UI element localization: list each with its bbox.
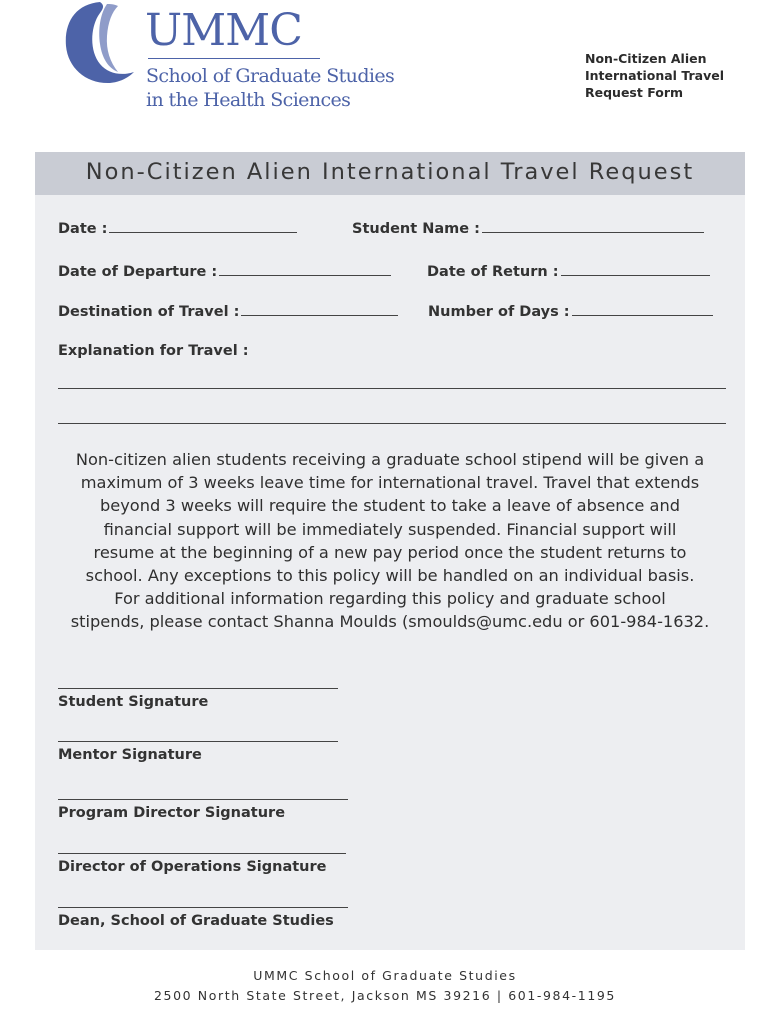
student-signature-label: Student Signature — [58, 694, 209, 710]
footer-address: 2500 North State Street, Jackson MS 39216 | 601-984-1195 — [154, 988, 616, 1003]
explanation-input-line-2[interactable] — [58, 423, 726, 424]
policy-line: resume at the beginning of a new pay period once the student returns to — [93, 542, 687, 562]
explanation-label: Explanation for Travel : — [58, 343, 249, 359]
policy-line: For additional information regarding this policy and graduate school — [114, 589, 666, 609]
policy-line: beyond 3 weeks will require the student to take a leave of absence and — [99, 496, 680, 516]
student-name-label: Student Name : — [352, 221, 480, 237]
ummc-logo-mark-icon — [60, 0, 140, 86]
destination-field[interactable] — [58, 303, 398, 320]
date-of-departure-label: Date of Departure : — [58, 264, 218, 280]
logo-subtitle — [146, 64, 394, 112]
form-panel — [35, 152, 745, 950]
form-header — [35, 152, 745, 195]
logo-divider — [148, 58, 320, 59]
date-of-departure-field[interactable] — [58, 263, 391, 280]
date-field[interactable] — [58, 220, 297, 237]
student-name-input-line[interactable] — [482, 220, 704, 233]
director-operations-signature-block — [58, 853, 346, 875]
policy-line: maximum of 3 weeks leave time for international travel. Travel that extends — [80, 473, 700, 493]
number-of-days-field[interactable] — [428, 303, 713, 320]
mentor-signature-label: Mentor Signature — [58, 747, 202, 763]
mentor-signature-line[interactable] — [58, 741, 338, 742]
page-footer — [0, 966, 770, 1006]
number-of-days-input-line[interactable] — [572, 303, 713, 316]
date-input-line[interactable] — [109, 220, 297, 233]
date-of-return-field[interactable] — [427, 263, 710, 280]
date-of-return-input-line[interactable] — [561, 263, 710, 276]
program-director-signature-label: Program Director Signature — [58, 805, 286, 821]
program-director-signature-line[interactable] — [58, 799, 348, 800]
mentor-signature-block — [58, 741, 338, 763]
policy-line: Non-citizen alien students receiving a graduate school stipend will be given a — [75, 450, 705, 469]
corner-title-line3: Request Form — [585, 85, 684, 100]
director-operations-signature-line[interactable] — [58, 853, 346, 854]
dean-signature-block — [58, 907, 348, 929]
explanation-input-line-1[interactable] — [58, 388, 726, 389]
destination-label: Destination of Travel : — [58, 304, 240, 320]
policy-line: school. Any exceptions to this policy will be handled on an individual basis. — [85, 566, 695, 586]
destination-input-line[interactable] — [241, 303, 398, 316]
dean-signature-label: Dean, School of Graduate Studies — [58, 913, 334, 929]
ummc-logo — [58, 0, 418, 120]
dean-signature-line[interactable] — [58, 907, 348, 908]
student-signature-line[interactable] — [58, 688, 338, 689]
number-of-days-label: Number of Days : — [428, 304, 570, 320]
director-operations-signature-label: Director of Operations Signature — [58, 859, 327, 875]
date-of-departure-input-line[interactable] — [219, 263, 391, 276]
form-corner-title — [585, 50, 755, 101]
form-title: Non-Citizen Alien International Travel Request — [85, 159, 695, 185]
student-signature-block — [58, 688, 338, 710]
footer-school-name: UMMC School of Graduate Studies — [253, 968, 517, 983]
corner-title-line1: Non-Citizen Alien — [585, 51, 707, 66]
logo-wordmark: UMMC — [145, 5, 302, 56]
logo-subtitle-line1: School of Graduate Studies — [146, 65, 395, 87]
logo-subtitle-line2: in the Health Sciences — [146, 89, 351, 111]
student-name-field[interactable] — [352, 220, 704, 237]
date-of-return-label: Date of Return : — [427, 264, 559, 280]
travel-policy-text — [43, 448, 737, 634]
corner-title-line2: International Travel — [585, 68, 724, 83]
date-label: Date : — [58, 221, 108, 237]
program-director-signature-block — [58, 799, 348, 821]
policy-line: stipends, please contact Shanna Moulds (smoulds@umc.edu or 601-984-1632. — [70, 612, 710, 632]
policy-line: financial support will be immediately suspended. Financial support will — [103, 519, 677, 539]
